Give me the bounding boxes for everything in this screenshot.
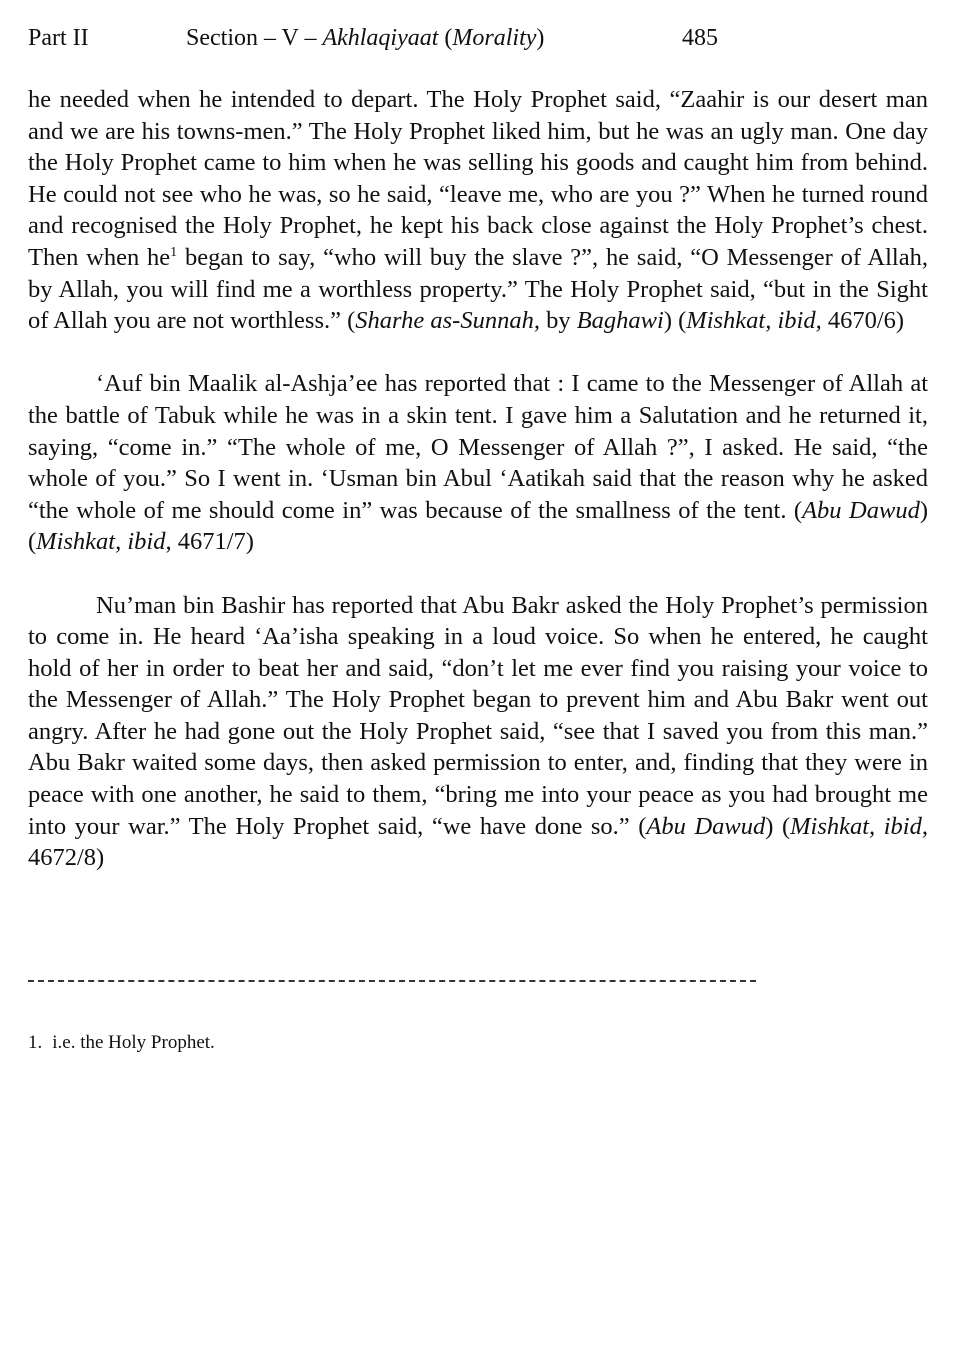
- paragraph-3: [28, 590, 928, 874]
- footnote-marker: 1: [170, 244, 178, 260]
- footnote-text: i.e. the Holy Prophet.: [52, 1032, 215, 1053]
- paragraph-text: Nu’man bin Bashir has reported that Abu Bakr asked the Holy Prophet’s permission to come in. He heard ‘Aa’isha speaking in a loud voice. So when he entered, he caught hold of her in order to beat her and said, “don’t let me ever find you raising your voice to the Messenger of Allah.” The Holy Prophet began to prevent him and Abu Bakr went out angry. After he had gone out the Holy Prophet said, “see that I saved you from this man.” Abu Bakr waited some days, then asked permission to enter, and, finding that they were in peace with one another, he said to them, “bring me into your peace as you had brought me into your war.” The Holy Prophet said, “we have done so.” (: [28, 591, 928, 840]
- paragraph-2: [28, 368, 928, 558]
- footnote: [28, 1030, 215, 1056]
- citation-source: Abu Dawud: [646, 812, 766, 840]
- citation-source: Sharhe as-Sunnah,: [355, 307, 540, 335]
- citation-number: 4672/8): [28, 844, 105, 872]
- citation-number: 4671/7): [171, 528, 254, 556]
- footnote-number: 1.: [28, 1032, 43, 1053]
- paragraph-text: began to say, “who will buy the slave ?”, he said, “O Messenger of Allah, by Allah, you will find me a worthless property.” The Holy Prophet said, “but in the Sight of Allah you are not worthless.” (: [28, 243, 928, 335]
- page-number: 485: [682, 25, 718, 51]
- section-paren-close: ): [536, 25, 545, 51]
- citation-source: Mishkat, ibid,: [790, 812, 928, 840]
- section-prefix: Section – V –: [186, 25, 323, 51]
- section-subtitle: Morality: [452, 25, 537, 51]
- part-label: Part II: [28, 25, 89, 51]
- paragraph-text: ‘Auf bin Maalik al-Ashja’ee has reported that : I came to the Messenger of Allah at the battle of Tabuk while he was in a skin tent. I gave him a Salutation and he returned it, saying, “come in.” “The whole of me, O Messenger of Allah ?”, I asked. He said, “the whole of you.” So I went in. ‘Usman bin Abul ‘Aatikah said that the reason why he asked “the whole of me should come in” was because of the smallness of the tent. (: [28, 370, 928, 524]
- footnote-divider: [28, 980, 756, 982]
- section-title: [186, 22, 544, 54]
- section-paren-open: (: [438, 25, 453, 51]
- citation-source: Abu Dawud: [802, 496, 920, 524]
- paragraph-text: ) (: [765, 812, 791, 840]
- page-body: [28, 84, 928, 874]
- section-name: Akhlaqiyaat: [322, 25, 439, 51]
- paragraph-1: [28, 84, 928, 337]
- paragraph-text: he needed when he intended to depart. The Holy Prophet said, “Zaahir is our desert man and we are his towns-men.” The Holy Prophet liked him, but he was an ugly man. One day the Holy Prophet came to him when he was selling his goods and caught him from behind. He could not see who he was, so he said, “leave me, who are you ?” When he turned round and recognised the Holy Prophet, he kept his back close against the Holy Prophet’s chest. Then when he: [28, 86, 928, 271]
- paragraph-text: ) (: [663, 307, 687, 335]
- citation-author: Baghawi: [576, 307, 664, 335]
- citation-number: 4670/6): [821, 307, 905, 335]
- paragraph-text: ) (: [28, 496, 928, 556]
- citation-source: Mishkat, ibid,: [36, 528, 172, 556]
- page-header: [28, 22, 768, 54]
- citation-source: Mishkat, ibid,: [686, 307, 822, 335]
- paragraph-text: by: [539, 307, 577, 335]
